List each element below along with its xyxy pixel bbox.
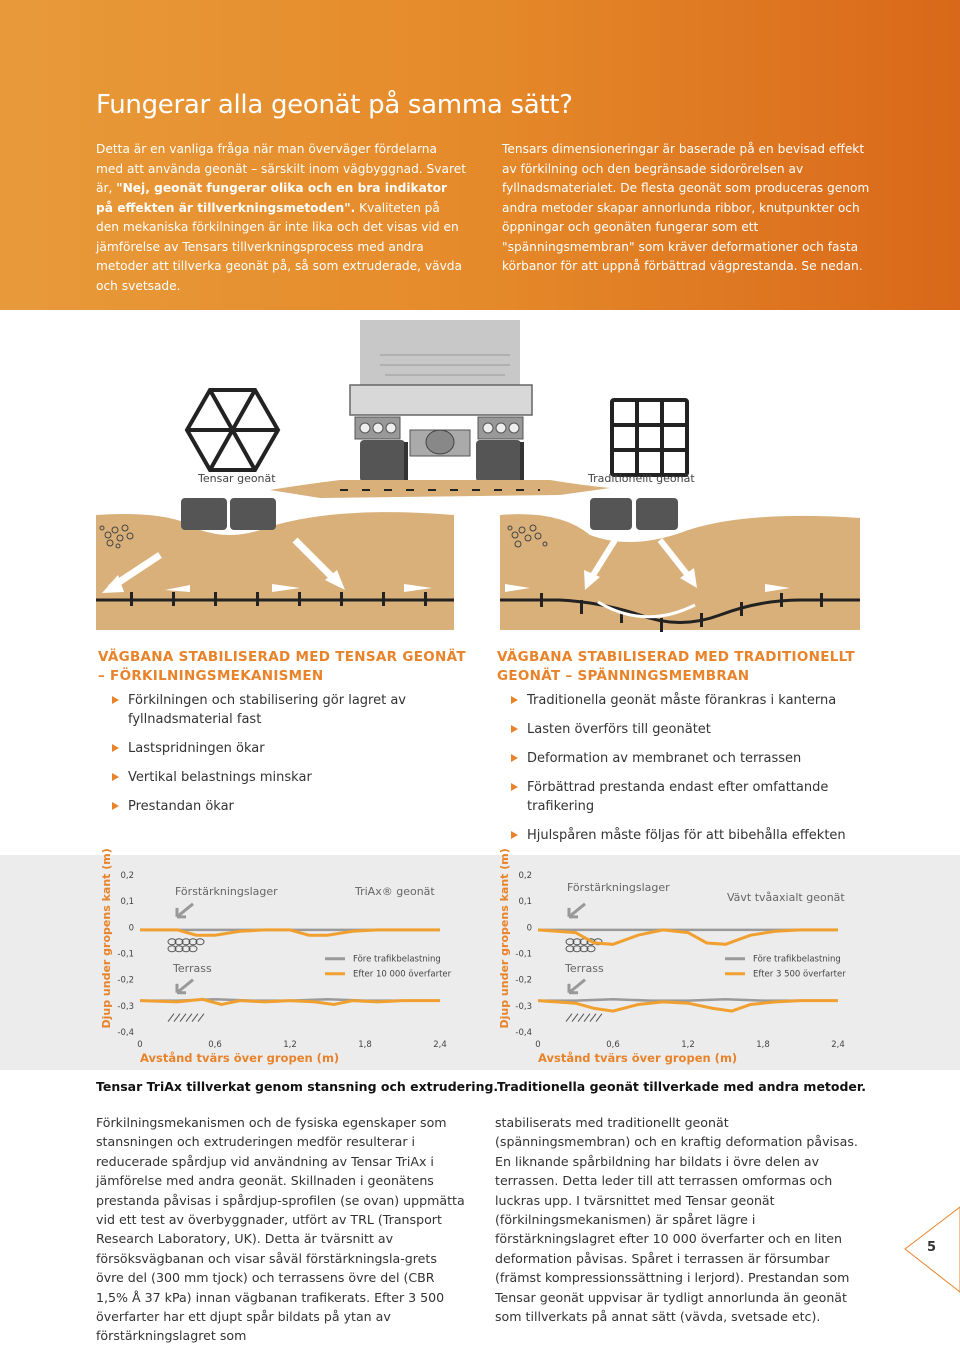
chart-1-xtick: 2,4 bbox=[831, 1040, 845, 1050]
chart-0-ytick: -0,3 bbox=[117, 1001, 134, 1012]
intro-right: Tensars dimensioneringar är baserade på en bevisad effekt av förkilning och den begränsade sidorörelsen av fyllnadsmaterialet. De flesta geonät som produceras genom andra metoder skapar annorlunda ribbor, knutpunkter och öppningar och geonäten fungerar som ett "spänningsmembran" som kräver deformationer och fasta körbanor för att uppnå förbättrad vägprestanda. Se nedan. bbox=[502, 142, 870, 273]
list-item: Förkilningen och stabilisering gör lagret av fyllnadsmaterial fast bbox=[110, 691, 410, 729]
left-bullets bbox=[110, 691, 410, 826]
label-tensar-grid: Tensar geonät bbox=[198, 472, 276, 485]
square-grid-icon bbox=[612, 400, 687, 475]
list-item: Lastspridningen ökar bbox=[110, 739, 410, 758]
chart-1-ylabel: Djup under gropens kant (m) bbox=[498, 848, 511, 1029]
chart-0-xtick: 1,8 bbox=[358, 1040, 372, 1050]
chart-0-title: TriAx® geonät bbox=[355, 885, 435, 898]
chart-0-ytick: -0,1 bbox=[117, 949, 134, 960]
list-item: Deformation av membranet och terrassen bbox=[509, 749, 849, 768]
chart-0-xtick: 1,2 bbox=[283, 1040, 297, 1050]
caption-right: Traditionella geonät tillverkade med andra metoder. bbox=[497, 1079, 867, 1094]
chart-0-xtick: 2,4 bbox=[433, 1040, 447, 1050]
list-item: Traditionella geonät måste förankras i kanterna bbox=[509, 691, 849, 710]
chart-1-series-line bbox=[538, 1001, 838, 1012]
page-title: Fungerar alla geonät på samma sätt? bbox=[96, 90, 573, 120]
hatch-icon bbox=[590, 1014, 596, 1022]
label-traditional-grid: Traditionellt geonät bbox=[588, 472, 695, 485]
hatch-icon bbox=[596, 1014, 602, 1022]
list-item: Förbättrad prestanda endast efter omfattande trafikering bbox=[509, 778, 849, 816]
chart-1-legend-0: Före trafikbelastning bbox=[753, 954, 841, 965]
left-scheme-title-1: VÄGBANA STABILISERAD MED TENSAR GEONÄT bbox=[98, 649, 466, 665]
traditional-cross-section bbox=[500, 498, 860, 632]
right-bullets bbox=[509, 691, 849, 855]
chart-1-xtick: 1,8 bbox=[756, 1040, 770, 1050]
chart-1-legend-1: Efter 3 500 överfarter bbox=[753, 969, 846, 980]
left-scheme-title bbox=[98, 648, 466, 686]
triangular-grid-icon bbox=[187, 390, 278, 470]
body-right: stabiliserats med traditionellt geonät (spänningsmembran) och en kraftig deformation påvisas. En liknande spårbildning har bildats i övre delen av terrassen. Detta leder till att terrassen omformas och luckras upp. I tvärsnittet med Tensar geonät (förkilningsmekanismen) är spåret lägre i förstärkningslagret efter 10 000 överfarter och en liten deformation påvisas. Spåret i terrassen är försumbar (främst kompressionssättning i lerjord). Prestandan som Tensar geonät uppvisar är tydligt annorlunda än geonät som tillverkats på annat sätt (vävda, svetsade etc). bbox=[495, 1115, 858, 1325]
chart-0-xtick: 0 bbox=[137, 1040, 143, 1050]
list-item: Lasten överförs till geonätet bbox=[509, 720, 849, 739]
page-number-corner bbox=[905, 1222, 960, 1277]
hatch-icon bbox=[174, 1014, 180, 1022]
chart-1-annotation-subgrade: Terrass bbox=[565, 961, 604, 975]
intro-left-start: Detta är en vanliga fråga när man överväger fördelarna med att använda geonät – särskilt inom vägbyggnad. Svaret är, bbox=[96, 142, 466, 195]
right-scheme-title bbox=[497, 648, 855, 686]
arrow-icon bbox=[569, 904, 585, 917]
hatch-icon bbox=[198, 1014, 204, 1022]
page-number: 5 bbox=[927, 1240, 937, 1255]
chart-1-annotation-layer: Förstärkningslager bbox=[567, 881, 670, 894]
chart-0-annotation-subgrade: Terrass bbox=[173, 961, 212, 975]
list-item: Prestandan ökar bbox=[110, 797, 410, 816]
chart-0-ytick: 0,1 bbox=[120, 897, 134, 908]
right-scheme-title-1: VÄGBANA STABILISERAD MED TRADITIONELLT bbox=[497, 649, 855, 665]
chart-1-xtick: 1,2 bbox=[681, 1040, 695, 1050]
charts-svg bbox=[0, 848, 960, 1070]
chart-1-ytick: 0 bbox=[526, 923, 532, 934]
hatch-icon bbox=[192, 1014, 198, 1022]
left-scheme-title-2: – FÖRKILNINGSMEKANISMEN bbox=[98, 668, 324, 684]
arrow-icon bbox=[569, 980, 585, 993]
chart-0-series-line bbox=[140, 999, 440, 1004]
chart-0-xlabel: Avstånd tvärs över gropen (m) bbox=[140, 1051, 340, 1065]
intro-left-end: Kvaliteten på den mekaniska förkilningen är inte lika och det visas vid en jämförelse av Tensars tillverkningsprocess med andra metoder att tillverka geonät på, så som extruderade, vävda och svetsade. bbox=[96, 200, 463, 293]
right-scheme-title-2: GEONÄT – SPÄNNINGSMEMBRAN bbox=[497, 668, 750, 684]
hatch-icon bbox=[180, 1014, 186, 1022]
header-band bbox=[0, 0, 960, 310]
chart-0-legend-1: Efter 10 000 överfarter bbox=[353, 969, 452, 980]
chart-1-ytick: -0,3 bbox=[515, 1001, 532, 1012]
truck-icon bbox=[350, 320, 532, 482]
chart-1-xtick: 0 bbox=[535, 1040, 541, 1050]
intro-left bbox=[96, 140, 466, 296]
hatch-icon bbox=[168, 1014, 174, 1022]
chart-0-series-line bbox=[140, 930, 440, 935]
hatch-icon bbox=[186, 1014, 192, 1022]
chart-1-ytick: -0,2 bbox=[515, 975, 532, 986]
list-item: Vertikal belastnings minskar bbox=[110, 768, 410, 787]
chart-0-xtick: 0,6 bbox=[208, 1040, 222, 1050]
caption-left: Tensar TriAx tillverkat genom stansning och extrudering. bbox=[96, 1079, 499, 1094]
hatch-icon bbox=[578, 1014, 584, 1022]
chart-1-ytick: 0,1 bbox=[518, 897, 532, 908]
list-item: Hjulspåren måste följas för att bibehålla effekten bbox=[509, 826, 849, 845]
chart-0-ytick: -0,2 bbox=[117, 975, 134, 986]
chart-0-annotation-layer: Förstärkningslager bbox=[175, 885, 278, 898]
chart-0-legend-0: Före trafikbelastning bbox=[353, 954, 441, 965]
chart-band bbox=[0, 848, 960, 1070]
chart-0-ytick: -0,4 bbox=[117, 1028, 134, 1038]
body-left: Förkilningsmekanismen och de fysiska egenskaper som stansningen och extruderingen medför resulterar i reducerade spårdjup vid användning av Tensar TriAx i jämförelse med andra geonät. Skillnaden i geonätens prestanda påvisas i spårdjup-sprofilen (se ovan) uppmätta vid ett test av överbyggnader, utfört av TRL (Transport Research Laboratory, UK). Detta är tvärsnitt av försöksvägbanan och visar såväl förstärkningsla-grets övre del (300 mm tjock) och terrassens övre del (CBR 1,5% Å 37 kPa) innan vägbanan trafikerats. Efter 3 500 överfarter har ett djupt spår bildats på ytan av förstärkningslagret som bbox=[96, 1115, 465, 1344]
chart-1-title: Vävt tvåaxialt geonät bbox=[727, 891, 845, 904]
chart-0-ytick: 0,2 bbox=[120, 871, 134, 881]
chart-1-ytick: 0,2 bbox=[518, 871, 532, 881]
geogrid-illustration bbox=[0, 330, 960, 650]
chart-1-xtick: 0,6 bbox=[606, 1040, 620, 1050]
chart-0-ylabel: Djup under gropens kant (m) bbox=[100, 848, 113, 1029]
arrow-icon bbox=[177, 980, 193, 993]
chart-1-ytick: -0,1 bbox=[515, 949, 532, 960]
chart-0-ytick: 0 bbox=[128, 923, 134, 934]
hatch-icon bbox=[584, 1014, 590, 1022]
chart-1-series-line bbox=[538, 930, 838, 944]
illustration-svg bbox=[0, 330, 960, 650]
intro-left-bold: "Nej, geonät fungerar olika och en bra indikator på effekten är tillverkningsmetoden". bbox=[96, 181, 448, 215]
tensar-cross-section bbox=[96, 498, 454, 630]
chart-1-xlabel: Avstånd tvärs över gropen (m) bbox=[538, 1051, 738, 1065]
hatch-icon bbox=[566, 1014, 572, 1022]
chart-1-ytick: -0,4 bbox=[515, 1028, 532, 1038]
arrow-icon bbox=[177, 904, 193, 917]
hatch-icon bbox=[572, 1014, 578, 1022]
